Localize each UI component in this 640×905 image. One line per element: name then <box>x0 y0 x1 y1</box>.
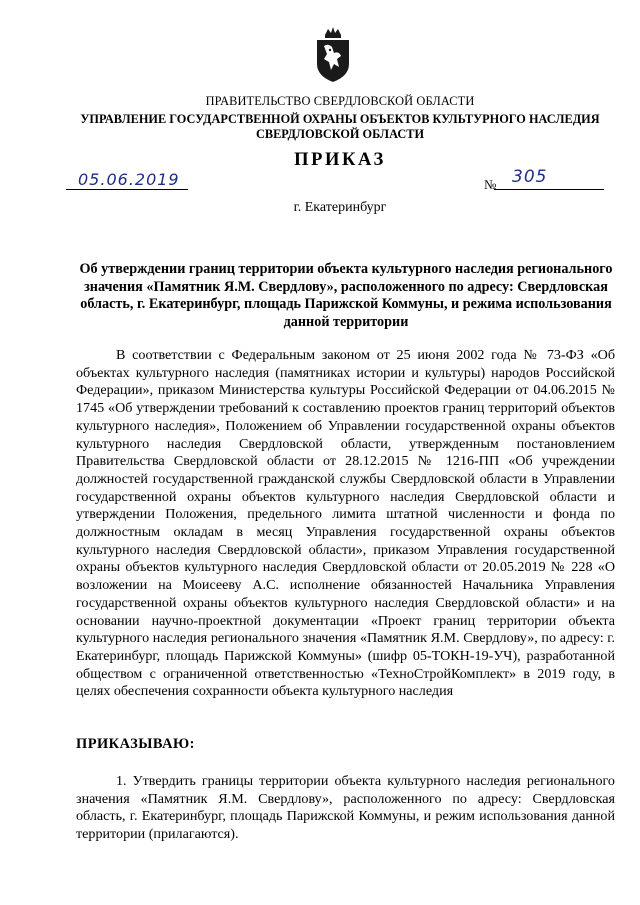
item-number: 1. <box>116 773 127 789</box>
document-number: 305 <box>512 167 548 187</box>
order-item <box>76 773 615 844</box>
department-name: УПРАВЛЕНИЕ ГОСУДАРСТВЕННОЙ ОХРАНЫ ОБЪЕКТОВ КУЛЬТУРНОГО НАСЛЕДИЯ СВЕРДЛОВСКОЙ ОБЛАСТИ <box>80 112 600 141</box>
number-underline <box>494 189 604 190</box>
document-subject: Об утверждении границ территории объекта культурного наследия регионального значения «Памятник Я.М. Свердлову», расположенного по адресу: Свердловская область, г. Екатеринбург, площадь Парижской Коммуны, и режима использования данной территории <box>79 261 613 330</box>
coat-of-arms-icon <box>312 26 354 84</box>
preamble-paragraph: В соответствии с Федеральным законом от 25 июня 2002 года № 73-ФЗ «Об объектах культурного наследия (памятниках истории и культуры) народов Российской Федерации», приказом Министерства культуры Российской Федерации от 04.06.2015 № 1745 «Об утверждении требований к составлению проектов границ территорий объектов культурного наследия», Положением об Управлении государственной охраны объектов культурного наследия Свердловской области, утвержденным постановлением Правительства Свердловской области от 28.12.2015 № 1216-ПП «Об учреждении должностей государственной гражданской службы Свердловской области в Управлении государственной охраны объектов культурного наследия Свердловской области и утверждении Положения, предельного лимита штатной численности и фонда по должностным окладам в месяц Управления государственной охраны объектов культурного наследия Свердловской области», приказом Управления государственной охраны объектов культурного наследия Свердловской области от 20.05.2019 № 228 «О возложении на Моисееву А.С. исполнение обязанностей Начальника Управления государственной охраны объектов культурного наследия Свердловской области» и на основании научно-проектной документации «Проект границ территории объекта культурного наследия регионального значения «Памятник Я.М. Свердлову», по адресу: г. Екатеринбург, площадь Парижской Коммуны» (шифр 05-ТОКН-19-УЧ), разработанной обществом с ограниченной ответственностью «ТехноСтройКомплект» в 2019 году, в целях обеспечения сохранности объекта культурного наследия <box>76 347 615 700</box>
government-name: ПРАВИТЕЛЬСТВО СВЕРДЛОВСКОЙ ОБЛАСТИ <box>205 94 475 108</box>
number-label: № <box>484 177 497 192</box>
city: г. Екатеринбург <box>293 200 387 215</box>
item-text: Утвердить границы территории объекта культурного наследия регионального значения «Памятник Я.М. Свердлову», расположенного по адресу: Свердловская область, г. Екатеринбург, площадь Парижской Коммуны, и режим использования данной территории (прилагаются). <box>76 773 615 843</box>
date-underline <box>66 189 188 190</box>
document-date: 05.06.2019 <box>78 170 180 189</box>
order-heading: ПРИКАЗЫВАЮ: <box>76 736 195 752</box>
document-title: ПРИКАЗ <box>294 150 386 170</box>
